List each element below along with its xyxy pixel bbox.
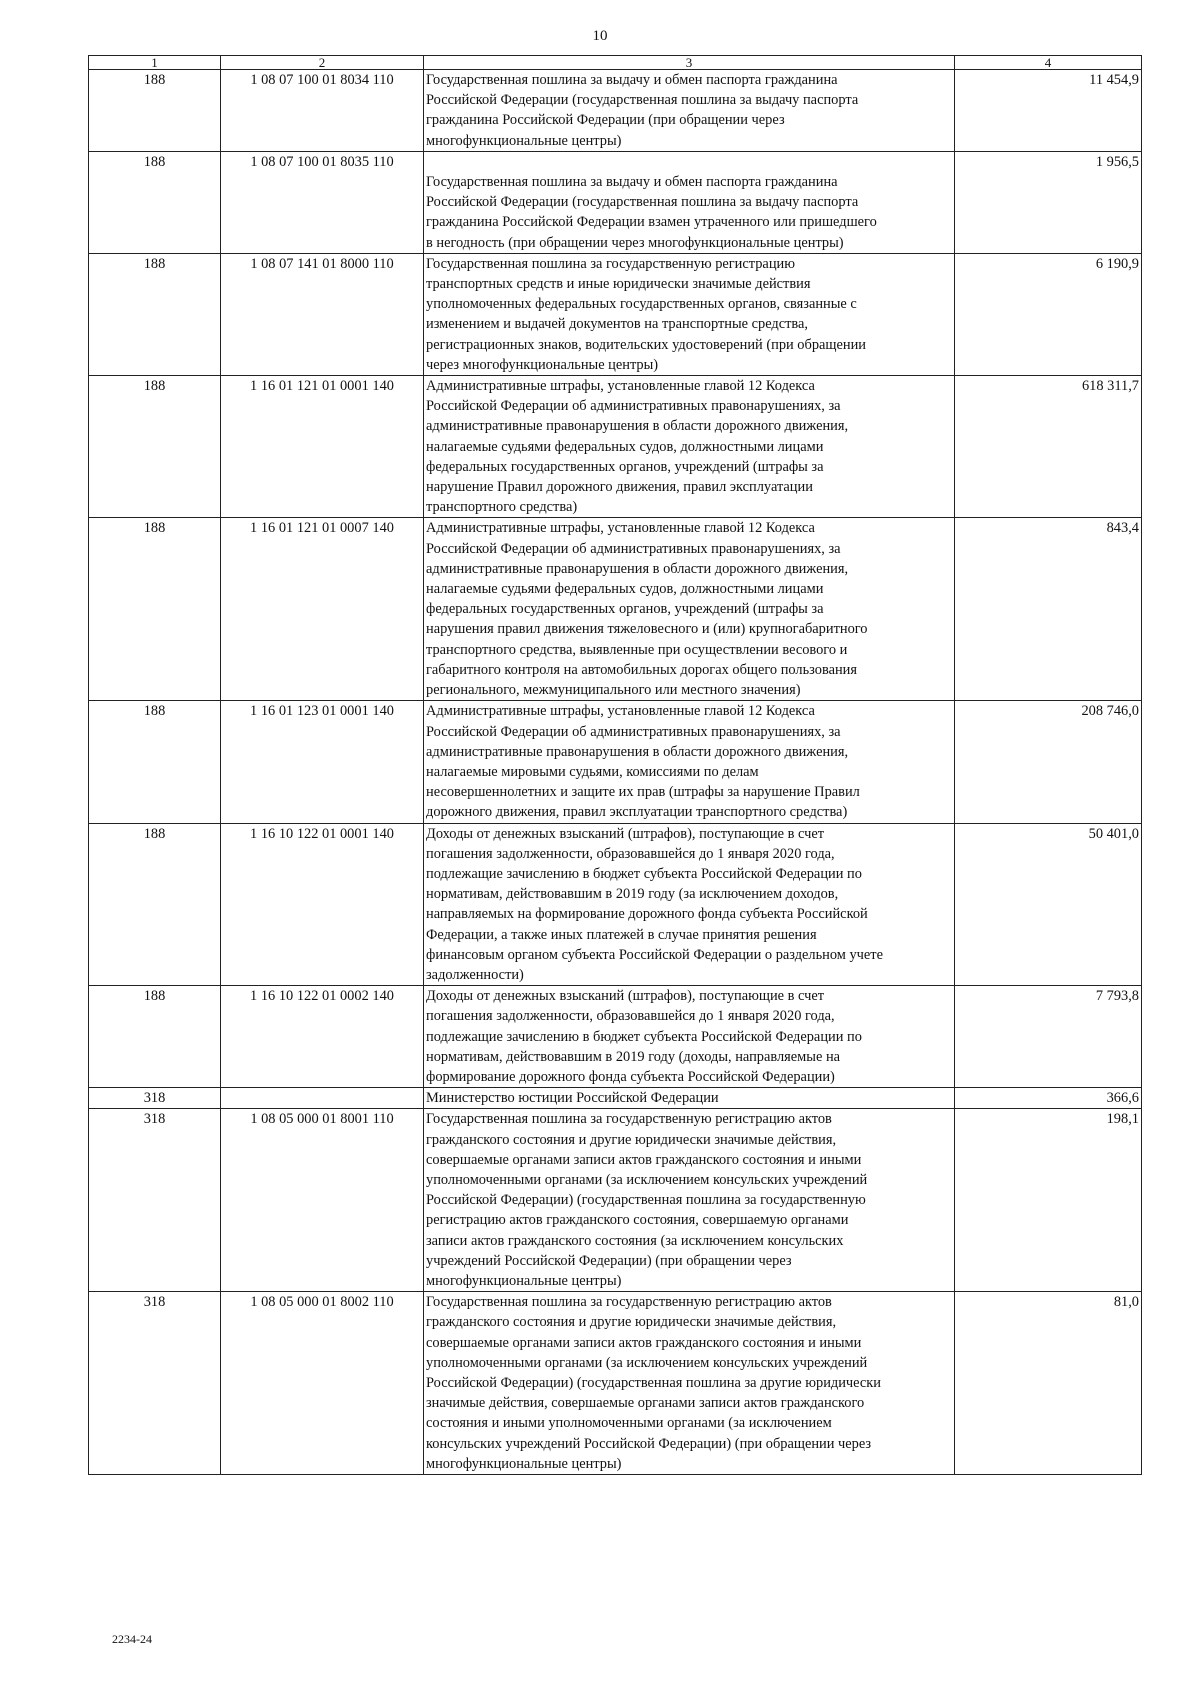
description-line: подлежащие зачислению в бюджет субъекта Российской Федерации по: [426, 865, 862, 882]
admin-code-cell: 188: [89, 376, 221, 518]
description-line: уполномоченных федеральных государственных органов, связанные с: [426, 296, 857, 313]
table-row: [89, 823, 1142, 986]
amount-cell: 843,4: [955, 518, 1142, 701]
page-number: 10: [592, 28, 608, 44]
admin-code-cell: 188: [89, 986, 221, 1088]
description-line: гражданского состояния и другие юридически значимые действия,: [426, 1314, 837, 1331]
description-line: транспортного средства, выявленные при осуществлении весового и: [426, 641, 848, 658]
amount-cell: 366,6: [955, 1088, 1142, 1109]
table-row: [89, 70, 1142, 152]
description-line: Министерство юстиции Российской Федерации: [426, 1090, 719, 1107]
amount-cell: 11 454,9: [955, 70, 1142, 152]
description-line: регистрацию актов гражданского состояния, совершаемую органами: [426, 1212, 849, 1229]
description-line: налагаемые мировыми судьями, комиссиями по делам: [426, 763, 759, 780]
description-line: Российской Федерации об административных правонарушениях, за: [426, 723, 841, 740]
description-line: Российской Федерации) (государственная пошлина за государственную: [426, 1192, 866, 1209]
description-line: налагаемые судьями федеральных судов, должностными лицами: [426, 438, 824, 455]
description-line: федеральных государственных органов, учреждений (штрафы за: [426, 458, 824, 475]
description-line: гражданского состояния и другие юридически значимые действия,: [426, 1131, 837, 1148]
description-line: транспортных средств и иные юридически значимые действия: [426, 276, 811, 293]
table-row: [89, 253, 1142, 375]
description-cell: [424, 823, 955, 986]
description-line: Государственная пошлина за государственную регистрацию: [426, 255, 795, 272]
description-line: финансовым органом субъекта Российской Федерации о раздельном учете: [426, 946, 883, 963]
table-row: [89, 1292, 1142, 1475]
description-line: состояния и иными уполномоченными органами (за исключением: [426, 1415, 832, 1432]
revenue-table: [88, 55, 1142, 1475]
amount-cell: 618 311,7: [955, 376, 1142, 518]
description-line: административные правонарушения в области дорожного движения,: [426, 743, 849, 760]
description-line: консульских учреждений Российской Федерации) (при обращении через: [426, 1435, 872, 1452]
description-line: подлежащие зачислению в бюджет субъекта Российской Федерации по: [426, 1028, 862, 1045]
amount-cell: 1 956,5: [955, 151, 1142, 253]
description-cell: [424, 70, 955, 152]
description-line: административные правонарушения в области дорожного движения,: [426, 418, 849, 435]
description-line: задолженности): [426, 966, 524, 983]
description-line: дорожного движения, правил эксплуатации транспортного средства): [426, 804, 848, 821]
description-line: Административные штрафы, установленные главой 12 Кодекса: [426, 520, 815, 537]
description-line: Российской Федерации (государственная пошлина за выдачу паспорта: [426, 92, 859, 109]
admin-code-cell: 188: [89, 253, 221, 375]
description-line: многофункциональные центры): [426, 1455, 622, 1472]
revenue-code-cell: 1 08 05 000 01 8002 110: [221, 1292, 424, 1475]
revenue-code-cell: 1 16 01 123 01 0001 140: [221, 701, 424, 823]
description-line: направляемых на формирование дорожного фонда субъекта Российской: [426, 906, 868, 923]
description-line: Государственная пошлина за выдачу и обмен паспорта гражданина: [426, 72, 838, 88]
description-cell: [424, 253, 955, 375]
table-body: [89, 70, 1142, 1475]
amount-cell: 6 190,9: [955, 253, 1142, 375]
column-number-row: [89, 56, 1142, 70]
admin-code-cell: 318: [89, 1088, 221, 1109]
description-line: Государственная пошлина за государственную регистрацию актов: [426, 1294, 832, 1311]
amount-cell: 198,1: [955, 1109, 1142, 1292]
admin-code-cell: 188: [89, 823, 221, 986]
description-line: Российской Федерации (государственная пошлина за выдачу паспорта: [426, 194, 859, 211]
description-line: записи актов гражданского состояния (за исключением консульских: [426, 1232, 844, 1249]
table-row: [89, 1088, 1142, 1109]
admin-code-cell: 188: [89, 151, 221, 253]
revenue-code-cell: 1 16 01 121 01 0007 140: [221, 518, 424, 701]
description-line: совершаемые органами записи актов гражданского состояния и иными: [426, 1151, 862, 1168]
admin-code-cell: 188: [89, 701, 221, 823]
description-cell: [424, 1292, 955, 1475]
revenue-code-cell: 1 08 07 100 01 8034 110: [221, 70, 424, 152]
description-line: формирование дорожного фонда субъекта Российской Федерации): [426, 1068, 835, 1085]
description-line: административные правонарушения в области дорожного движения,: [426, 560, 849, 577]
description-line: нарушение Правил дорожного движения, правил эксплуатации: [426, 479, 813, 496]
admin-code-cell: 188: [89, 518, 221, 701]
revenue-code-cell: 1 08 07 100 01 8035 110: [221, 151, 424, 253]
table-row: [89, 376, 1142, 518]
description-line: изменением и выдачей документов на транспортные средства,: [426, 316, 809, 333]
description-line: Административные штрафы, установленные главой 12 Кодекса: [426, 378, 815, 395]
description-line: гражданина Российской Федерации взамен утраченного или пришедшего: [426, 214, 877, 231]
amount-cell: 208 746,0: [955, 701, 1142, 823]
description-line: гражданина Российской Федерации (при обращении через: [426, 112, 785, 129]
table-row: [89, 518, 1142, 701]
description-line: габаритного контроля на автомобильных дорогах общего пользования: [426, 661, 857, 678]
admin-code-cell: 318: [89, 1109, 221, 1292]
description-line: Российской Федерации об административных правонарушениях, за: [426, 398, 841, 415]
description-line: многофункциональные центры): [426, 132, 622, 149]
column-header: 4: [955, 56, 1142, 70]
description-line: регистрационных знаков, водительских удостоверений (при обращении: [426, 336, 866, 353]
table-row: [89, 1109, 1142, 1292]
column-header: 1: [89, 56, 221, 70]
description-cell: [424, 1088, 955, 1109]
description-line: учреждений Российской Федерации) (при обращении через: [426, 1252, 792, 1269]
description-line: Государственная пошлина за выдачу и обмен паспорта гражданина: [426, 174, 838, 191]
amount-cell: 81,0: [955, 1292, 1142, 1475]
table-row: [89, 986, 1142, 1088]
table-row: [89, 701, 1142, 823]
revenue-code-cell: 1 16 10 122 01 0002 140: [221, 986, 424, 1088]
description-cell: [424, 701, 955, 823]
admin-code-cell: 318: [89, 1292, 221, 1475]
description-line: многофункциональные центры): [426, 1272, 622, 1289]
revenue-code-cell: 1 08 05 000 01 8001 110: [221, 1109, 424, 1292]
description-line: несовершеннолетних и защите их прав (штрафы за нарушение Правил: [426, 784, 860, 801]
column-header: 3: [424, 56, 955, 70]
table-row: [89, 151, 1142, 253]
description-line: Административные штрафы, установленные главой 12 Кодекса: [426, 703, 815, 720]
amount-cell: 7 793,8: [955, 986, 1142, 1088]
description-line: уполномоченными органами (за исключением консульских учреждений: [426, 1354, 868, 1371]
amount-cell: 50 401,0: [955, 823, 1142, 986]
description-line: нормативам, действовавшим в 2019 году (доходы, направляемые на: [426, 1048, 841, 1065]
column-header: 2: [221, 56, 424, 70]
description-cell: [424, 1109, 955, 1292]
description-line: транспортного средства): [426, 499, 578, 516]
description-line: нарушения правил движения тяжеловесного и (или) крупногабаритного: [426, 621, 868, 638]
description-line: погашения задолженности, образовавшейся до 1 января 2020 года,: [426, 1008, 835, 1025]
description-line: уполномоченными органами (за исключением консульских учреждений: [426, 1171, 868, 1188]
description-line: налагаемые судьями федеральных судов, должностными лицами: [426, 581, 824, 598]
description-line: Российской Федерации об административных правонарушениях, за: [426, 540, 841, 557]
description-line: погашения задолженности, образовавшейся до 1 января 2020 года,: [426, 845, 835, 862]
revenue-code-cell: [221, 1088, 424, 1109]
revenue-code-cell: 1 16 01 121 01 0001 140: [221, 376, 424, 518]
revenue-code-cell: 1 16 10 122 01 0001 140: [221, 823, 424, 986]
footer-code: 2234-24: [112, 1632, 152, 1646]
revenue-code-cell: 1 08 07 141 01 8000 110: [221, 253, 424, 375]
description-cell: [424, 518, 955, 701]
admin-code-cell: 188: [89, 70, 221, 152]
description-line: Доходы от денежных взысканий (штрафов), поступающие в счет: [426, 825, 825, 842]
description-line: Доходы от денежных взысканий (штрафов), поступающие в счет: [426, 988, 825, 1005]
description-cell: [424, 151, 955, 253]
description-line: в негодность (при обращении через многофункциональные центры): [426, 234, 844, 251]
description-line: значимые действия, совершаемые органами записи актов гражданского: [426, 1395, 865, 1412]
description-line: нормативам, действовавшим в 2019 году (за исключением доходов,: [426, 886, 839, 903]
description-line: [426, 152, 952, 172]
description-cell: [424, 986, 955, 1088]
description-line: Государственная пошлина за государственную регистрацию актов: [426, 1111, 832, 1128]
description-line: Федерации, а также иных платежей в случае принятия решения: [426, 926, 817, 943]
description-cell: [424, 376, 955, 518]
description-line: федеральных государственных органов, учреждений (штрафы за: [426, 601, 824, 618]
description-line: Российской Федерации) (государственная пошлина за другие юридически: [426, 1375, 881, 1391]
description-line: регионального, межмуниципального или местного значения): [426, 682, 801, 699]
description-line: через многофункциональные центры): [426, 356, 659, 373]
description-line: совершаемые органами записи актов гражданского состояния и иными: [426, 1334, 862, 1351]
